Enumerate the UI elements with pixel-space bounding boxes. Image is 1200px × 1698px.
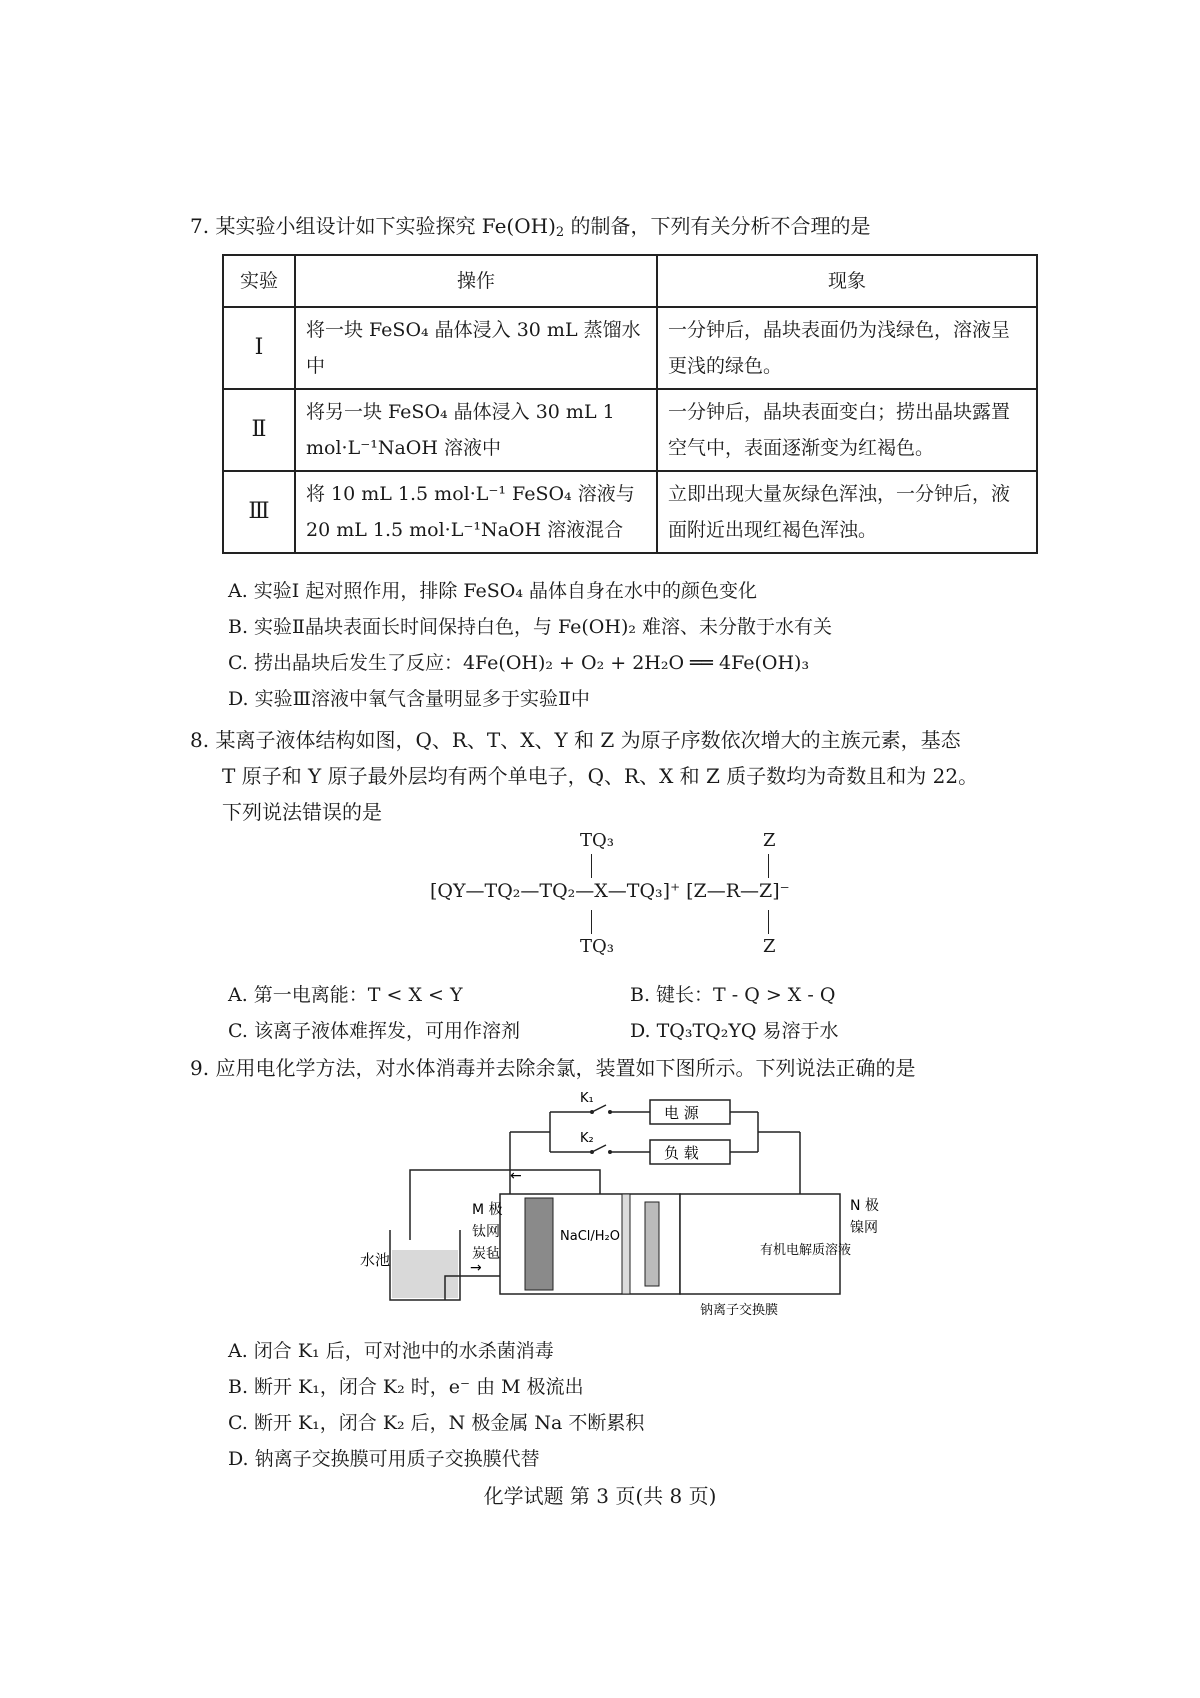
struct-bottom-tq3: TQ₃ xyxy=(580,936,614,957)
ti-mesh-label: 钛网 xyxy=(472,1224,500,1240)
q7-experiment-table xyxy=(222,254,1038,554)
electrochem-diagram xyxy=(360,1090,880,1320)
switch-k1-contact-2 xyxy=(608,1110,612,1114)
q7-number: 7. xyxy=(190,214,210,238)
solution-label: NaCl/H₂O xyxy=(560,1229,620,1244)
n-pole-label: N 极 xyxy=(850,1198,879,1214)
load-label: 负 载 xyxy=(664,1144,699,1162)
table-row xyxy=(223,307,1037,389)
pool-label: 水池 xyxy=(360,1251,391,1269)
q8-stem-line2: T 原子和 Y 原子最外层均有两个单电子，Q、R、X 和 Z 质子数均为奇数且和为 22。 xyxy=(222,764,979,788)
row-observation: 立即出现大量灰绿色浑浊，一分钟后，液面附近出现红褐色浑浊。 xyxy=(657,471,1037,553)
header-experiment: 实验 xyxy=(223,255,295,307)
q9-stem xyxy=(190,1050,915,1086)
q7-stem-sub: 2 xyxy=(555,225,565,240)
ionic-liquid-structure xyxy=(430,830,900,970)
q8-option-a[interactable]: A. 第一电离能：T < X < Y xyxy=(228,984,463,1006)
flow-arrow-top: ← xyxy=(510,1168,522,1184)
q9-stem-text: 应用电化学方法，对水体消毒并去除余氯，装置如下图所示。下列说法正确的是 xyxy=(215,1056,916,1080)
row-id: Ⅰ xyxy=(223,307,295,389)
q8-option-d[interactable]: D. TQ₃TQ₂YQ 易溶于水 xyxy=(630,1020,839,1042)
q9-option-c[interactable]: C. 断开 K₁，闭合 K₂ 后，N 极金属 Na 不断累积 xyxy=(228,1412,645,1434)
row-operation: 将另一块 FeSO₄ 晶体浸入 30 mL 1 mol·L⁻¹NaOH 溶液中 xyxy=(295,389,657,471)
q9-number: 9. xyxy=(190,1056,210,1080)
power-label: 电 源 xyxy=(664,1104,699,1122)
q7-option-a[interactable]: A. 实验Ⅰ 起对照作用，排除 FeSO₄ 晶体自身在水中的颜色变化 xyxy=(228,580,758,602)
table-header-row xyxy=(223,255,1037,307)
carbon-felt-label: 炭毡 xyxy=(472,1246,500,1262)
q9-option-b[interactable]: B. 断开 K₁，闭合 K₂ 时，e⁻ 由 M 极流出 xyxy=(228,1376,584,1398)
m-pole-label: M 极 xyxy=(472,1202,503,1218)
struct-bond-down-z xyxy=(768,910,769,934)
struct-bond-down xyxy=(591,910,592,934)
membrane xyxy=(622,1194,630,1294)
membrane-label: 钠离子交换膜 xyxy=(700,1303,779,1318)
flow-arrow-bottom: → xyxy=(470,1260,482,1276)
row-observation: 一分钟后，晶块表面仍为浅绿色，溶液呈更浅的绿色。 xyxy=(657,307,1037,389)
k1-label: K₁ xyxy=(580,1091,594,1106)
switch-k2-contact xyxy=(590,1150,594,1154)
q8-stem-text1: 某离子液体结构如图，Q、R、T、X、Y 和 Z 为原子序数依次增大的主族元素，基态 xyxy=(215,728,961,752)
k2-label: K₂ xyxy=(580,1131,594,1146)
q7-stem-b: 的制备，下列有关分析不合理的是 xyxy=(564,214,871,238)
struct-main: [QY—TQ₂—TQ₂—X—TQ₃]⁺ [Z—R—Z]⁻ xyxy=(430,880,790,902)
q7-stem-a: 某实验小组设计如下实验探究 Fe(OH) xyxy=(215,214,556,238)
switch-k2-contact-2 xyxy=(608,1150,612,1154)
pool-water xyxy=(392,1250,458,1298)
q8-number: 8. xyxy=(190,728,210,752)
struct-top-z: Z xyxy=(763,830,776,851)
organic-label: 有机电解质溶液 xyxy=(760,1243,852,1258)
row-operation: 将 10 mL 1.5 mol·L⁻¹ FeSO₄ 溶液与 20 mL 1.5 mol·L⁻¹NaOH 溶液混合 xyxy=(295,471,657,553)
q9-option-a[interactable]: A. 闭合 K₁ 后，可对池中的水杀菌消毒 xyxy=(228,1340,554,1362)
q8-stem-line3: 下列说法错误的是 xyxy=(222,800,382,824)
q8-option-b[interactable]: B. 键长：T - Q > X - Q xyxy=(630,984,836,1006)
q8-option-c[interactable]: C. 该离子液体难挥发，可用作溶剂 xyxy=(228,1020,520,1042)
struct-bond-up-z xyxy=(768,854,769,878)
struct-bond-up xyxy=(591,854,592,878)
q8-stem-line1 xyxy=(190,722,961,758)
q7-option-d[interactable]: D. 实验Ⅲ溶液中氧气含量明显多于实验Ⅱ中 xyxy=(228,688,590,710)
q7-option-b[interactable]: B. 实验Ⅱ晶块表面长时间保持白色，与 Fe(OH)₂ 难溶、未分散于水有关 xyxy=(228,616,833,638)
row-operation: 将一块 FeSO₄ 晶体浸入 30 mL 蒸馏水中 xyxy=(295,307,657,389)
struct-top-tq3: TQ₃ xyxy=(580,830,614,851)
q7-option-c[interactable]: C. 捞出晶块后发生了反应：4Fe(OH)₂ + O₂ + 2H₂O ══ 4Fe(OH)₃ xyxy=(228,652,810,674)
n-electrode xyxy=(645,1202,659,1286)
page-footer: 化学试题 第 3 页(共 8 页) xyxy=(483,1484,717,1508)
m-electrode xyxy=(525,1198,553,1290)
table-row xyxy=(223,389,1037,471)
q7-stem xyxy=(190,208,871,244)
q9-option-d[interactable]: D. 钠离子交换膜可用质子交换膜代替 xyxy=(228,1448,540,1470)
header-operation: 操作 xyxy=(295,255,657,307)
row-id: Ⅲ xyxy=(223,471,295,553)
row-id: Ⅱ xyxy=(223,389,295,471)
ni-mesh-label: 镍网 xyxy=(850,1220,878,1236)
header-phenomenon: 现象 xyxy=(657,255,1037,307)
row-observation: 一分钟后，晶块表面变白；捞出晶块露置空气中，表面逐渐变为红褐色。 xyxy=(657,389,1037,471)
struct-bottom-z: Z xyxy=(763,936,776,957)
switch-k1-contact xyxy=(590,1110,594,1114)
table-row xyxy=(223,471,1037,553)
